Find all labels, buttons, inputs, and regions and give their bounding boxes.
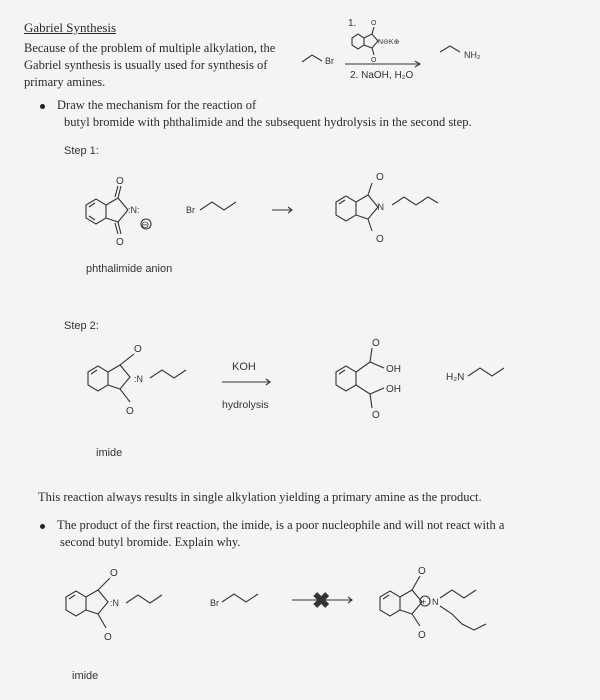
imide-label-bottom: imide bbox=[72, 670, 99, 682]
nh2-product: NH₂ bbox=[464, 50, 481, 60]
butyl-chain-bottom bbox=[222, 594, 258, 602]
imide-label-step2: imide bbox=[96, 447, 123, 459]
svg-text:O: O bbox=[372, 410, 380, 421]
svg-text:O: O bbox=[134, 344, 142, 355]
phthalic-acid-structure bbox=[336, 338, 401, 421]
potassium-phthalimide-small bbox=[352, 20, 400, 64]
top-reaction-scheme bbox=[302, 18, 481, 81]
n-imide: :N bbox=[375, 202, 384, 212]
oh-1: OH bbox=[386, 364, 401, 375]
svg-text:O: O bbox=[372, 338, 380, 349]
n-butylphthalimide-step1 bbox=[336, 172, 438, 245]
h2n-amine: H₂N bbox=[446, 372, 465, 383]
svg-text:O: O bbox=[371, 20, 377, 27]
nk-salt: N⊖K⊕ bbox=[378, 39, 400, 46]
dialkylated-product-structure bbox=[380, 566, 486, 641]
n-bottom: :N bbox=[110, 598, 119, 608]
svg-text:O: O bbox=[371, 57, 377, 64]
svg-text::N: :N bbox=[134, 374, 143, 384]
koh-reagent: KOH bbox=[232, 361, 256, 373]
bullet-2-text-1: The product of the first reaction, the imide, is a poor nucleophile and will not react with a bbox=[57, 518, 505, 532]
statement: This reaction always results in single alkylation yielding a primary amine as the product. bbox=[38, 490, 482, 504]
svg-text:O: O bbox=[116, 176, 124, 187]
intro-paragraph: Because of the problem of multiple alkylation, the Gabriel synthesis is usually used for synthesis of primary amines. bbox=[24, 41, 276, 89]
hydrolysis-condition: hydrolysis bbox=[222, 399, 269, 411]
negative-charge: ⊖ bbox=[141, 220, 150, 231]
bullet-1-line-2: butyl bromide with phthalimide and the subsequent hydrolysis in the second step. bbox=[64, 115, 472, 129]
plus-charge: + bbox=[421, 597, 427, 607]
imide-structure-bottom bbox=[66, 568, 162, 643]
step1-number: 1. bbox=[348, 18, 357, 29]
step2-conditions: 2. NaOH, H₂O bbox=[350, 70, 414, 81]
svg-text:O: O bbox=[116, 237, 124, 248]
svg-text:O: O bbox=[376, 172, 384, 183]
phthalimide-anion-structure bbox=[86, 176, 151, 248]
butyl-chain-amine bbox=[440, 46, 460, 52]
br-step1: Br bbox=[186, 205, 195, 215]
svg-text:O: O bbox=[104, 632, 112, 643]
butyl-chain-top bbox=[302, 55, 322, 62]
svg-text:O: O bbox=[418, 630, 426, 641]
br-top: Br bbox=[325, 56, 334, 66]
bullet-2-line-2: second butyl bromide. Explain why. bbox=[60, 535, 241, 549]
oh-2: OH bbox=[386, 384, 401, 395]
butyl-chain-step1 bbox=[200, 202, 236, 210]
step1-label: Step 1: bbox=[64, 145, 99, 157]
step2-label: Step 2: bbox=[64, 320, 99, 332]
br-bottom: Br bbox=[210, 598, 219, 608]
imide-structure-step2 bbox=[88, 344, 186, 417]
svg-text:O: O bbox=[418, 566, 426, 577]
svg-text:O: O bbox=[110, 568, 118, 579]
butylamine-chain bbox=[468, 368, 504, 376]
svg-text:O: O bbox=[126, 406, 134, 417]
n-anion: :N: bbox=[128, 205, 140, 215]
page-title: Gabriel Synthesis bbox=[24, 20, 117, 35]
n-cation: N bbox=[432, 597, 439, 607]
phthalimide-anion-label: phthalimide anion bbox=[86, 263, 173, 275]
cross-mark-icon: ✖ bbox=[312, 588, 331, 613]
svg-text:O: O bbox=[376, 234, 384, 245]
bullet-1-text-1: Draw the mechanism for the reaction of bbox=[57, 98, 257, 112]
